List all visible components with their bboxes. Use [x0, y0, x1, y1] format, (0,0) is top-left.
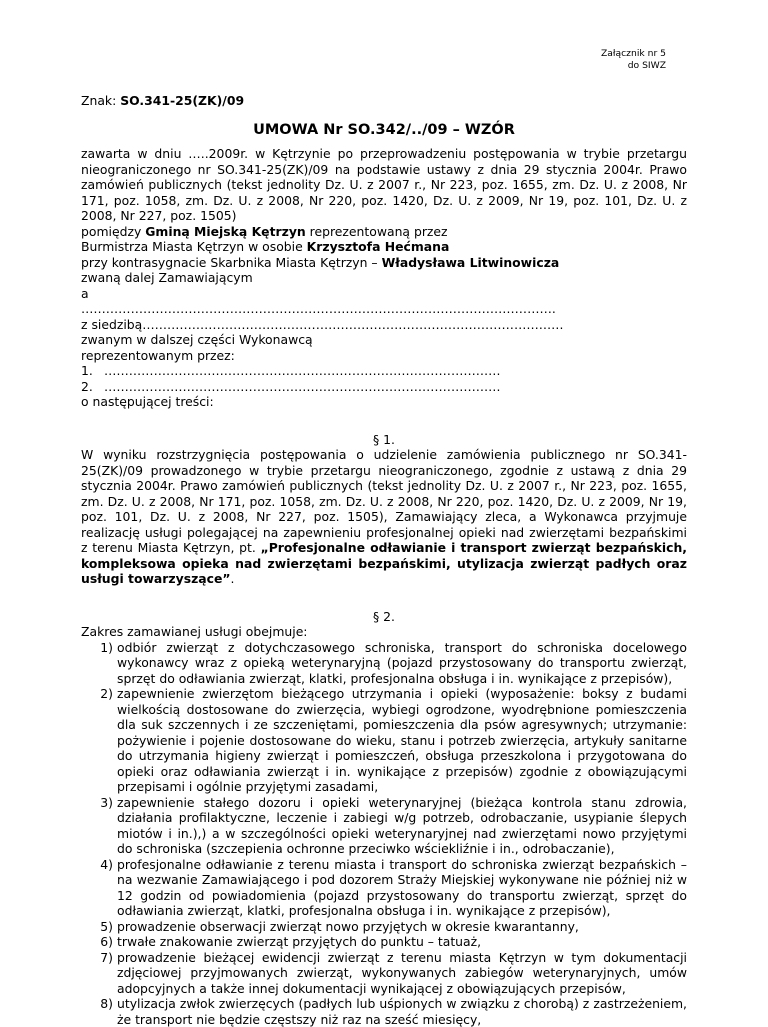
list-item-number: 6) [81, 934, 117, 950]
treasurer-name: Władysława Litwinowicza [382, 255, 560, 270]
list-item-text: trwałe znakowanie zwierząt przyjętych do punktu – tatuaż, [117, 934, 687, 950]
reference-sign [81, 93, 244, 109]
gmina-name: Gminą Miejską Kętrzyn [145, 224, 306, 239]
list-item-number: 3) [81, 795, 117, 857]
mayor-name: Krzysztofa Hećmana [307, 239, 450, 254]
list-item [81, 686, 687, 795]
section-1-end: . [231, 571, 235, 586]
list-item [81, 950, 687, 997]
list-item [81, 857, 687, 919]
mayor-pre: Burmistrza Miasta Kętrzyn w osobie [81, 239, 307, 254]
annex-note [601, 48, 666, 72]
rep1-field: …………………………………………………………………………………… [104, 363, 501, 379]
contract-body [81, 146, 687, 1027]
called-client: zwaną dalej Zamawiającym [81, 270, 687, 286]
and-word: a [81, 286, 687, 302]
contract-title: UMOWA Nr SO.342/../09 – WZÓR [0, 123, 768, 139]
list-item-number: 4) [81, 857, 117, 919]
annex-line-2: do SIWZ [601, 60, 666, 72]
rep2-field: …………………………………………………………………………………… [104, 379, 501, 395]
list-item-number: 8) [81, 996, 117, 1027]
list-item-text: prowadzenie obserwacji zwierząt nowo przyjętych w okresie kwarantanny, [117, 919, 687, 935]
section-1-service-title: „Profesjonalne odławianie i transport zwierząt bezpańskich, kompleksowa opieka nad zwierzętami bezpańskimi, utylizacja zwierząt padłych oraz usługi towarzyszące” [81, 540, 687, 586]
list-item-number: 1) [81, 640, 117, 687]
between-pre: pomiędzy [81, 224, 145, 239]
list-item-text: profesjonalne odławianie z terenu miasta i transport do schroniska zwierząt bezpańskich – na wezwanie Zamawiającego i pod dozorem Straży Miejskiej wykonywane nie później niż w 12 godzin od powiadomienia (pojazd przystosowany do transportu zwierząt, sprzęt do odławiania zwierząt, klatki, profesjonalna obsługa i in. wynikające z przepisów), [117, 857, 687, 919]
list-item-number: 5) [81, 919, 117, 935]
section-1-text: W wyniku rozstrzygnięcia postępowania o udzielenie zamówienia publicznego nr SO.341-25(ZK)/09 prowadzonego w trybie przetargu nieograniczonego, zgodnie z ustawą z dnia 29 stycznia 2004r. Prawo zamówień publicznych (tekst jednolity Dz. U. z 2007 r., Nr 223, poz. 1655, zm. Dz. U. z 2008, Nr 171, poz. 1058, zm. Dz. U. z 2008, Nr 220, poz. 1420, Dz. U. z 2009, Nr 19, poz. 101, Dz. U. z 2008, Nr 227, poz. 1505), Zamawiający zleca, a Wykonawca przyjmuje realizację usługi polegającej na zapewnieniu profesjonalnej opieki nad zwierzętami bezpańskimi z terenu Miasta Kętrzyn, pt. [81, 447, 687, 555]
list-item [81, 996, 687, 1027]
list-item [81, 934, 687, 950]
parties-line-between [81, 224, 687, 240]
list-item-text: zapewnienie stałego dozoru i opieki weterynaryjnej (bieżąca kontrola stanu zdrowia, działania profilaktyczne, leczenie i zabiegi w/g potrzeb, odrobaczanie, usypianie ślepych miotów i in.),) a w szczególności opieki weterynaryjnej nad zwierzętami nowo przyjętymi do schroniska (szczepienia ochronne przeciwko wściekliźnie i in., odrobaczanie), [117, 795, 687, 857]
represented-by: reprezentowanym przez: [81, 348, 687, 364]
parties-line-treasurer [81, 255, 687, 271]
list-item-text: utylizacja zwłok zwierzęcych (padłych lub uśpionych w związku z chorobą) z zastrzeżeniem, że transport nie będzie częstszy niż raz na sześć miesięcy, [117, 996, 687, 1027]
representative-1 [81, 363, 687, 379]
section-2-heading: § 2. [81, 609, 687, 625]
scope-list [81, 640, 687, 1027]
list-item [81, 795, 687, 857]
list-item [81, 919, 687, 935]
treasurer-pre: przy kontrasygnacie Skarbnika Miasta Kętrzyn – [81, 255, 382, 270]
section-1-heading: § 1. [81, 432, 687, 448]
section-1-paragraph [81, 447, 687, 587]
sign-value: SO.341-25(ZK)/09 [120, 93, 244, 108]
list-item-text: zapewnienie zwierzętom bieżącego utrzymania i opieki (wyposażenie: boksy z budami wielkością dostosowane do zwierzęcia, wybiegi ogrodzone, wyodrębnione pomieszczenia dla suk szczennych i ze szczeniętami, pomieszczenia dla psów agresywnych; utrzymanie: pożywienie i pojenie dostosowane do wieku, stanu i potrzeb zwierzęcia, artykuły sanitarne do utrzymania higieny zwierząt i pomieszczeń, obsługa przeszkolona i przygotowana do opieki oraz odławiania zwierząt i in. wynikające z przepisów) zgodnie z obowiązującymi przepisami i ogólnie przyjętymi zasadami, [117, 686, 687, 795]
intro-paragraph: zawarta w dniu .….2009r. w Kętrzynie po przeprowadzeniu postępowania w trybie przetargu nieograniczonego nr SO.341-25(ZK)/09 na podstawie ustawy z dnia 29 stycznia 2004r. Prawo zamówień publicznych (tekst jednolity Dz. U. z 2007 r., Nr 223, poz. 1655, zm. Dz. U. z 2008, Nr 171, poz. 1058, zm. Dz. U. z 2008, Nr 220, poz. 1420, Dz. U. z 2009, Nr 19, poz. 101, Dz. U. z 2008, Nr 227, poz. 1505) [81, 146, 687, 224]
list-item-text: prowadzenie bieżącej ewidencji zwierząt z terenu miasta Kętrzyn w tym dokumentacji zdjęciowej przyjmowanych zwierząt, wykonywanych zabiegów weterynaryjnych, umów adopcyjnych a także innej dokumentacji wynikającej z obowiązujących przepisów, [117, 950, 687, 997]
parties-line-mayor [81, 239, 687, 255]
list-item-text: odbiór zwierząt z dotychczasowego schroniska, transport do schroniska docelowego wykonawcy wraz z opieką weterynaryjną (pojazd przystosowany do transportu zwierząt, sprzęt do odławiania zwierząt, klatki, profesjonalna obsługa i in. wynikające z przepisów), [117, 640, 687, 687]
rep2-number: 2. [81, 379, 104, 395]
sign-label: Znak: [81, 93, 116, 108]
content-follows: o następującej treści: [81, 394, 687, 410]
annex-line-1: Załącznik nr 5 [601, 48, 666, 60]
between-post: reprezentowaną przez [306, 224, 448, 239]
contractor-seat-field: z siedzibą………………………………………………………………………………………… [81, 317, 687, 333]
representative-2 [81, 379, 687, 395]
list-item-number: 2) [81, 686, 117, 795]
list-item-number: 7) [81, 950, 117, 997]
contractor-name-field: ……………………………………………………………………………………………………. [81, 301, 687, 317]
list-item [81, 640, 687, 687]
section-2-intro: Zakres zamawianej usługi obejmuje: [81, 624, 687, 640]
called-contractor: zwanym w dalszej części Wykonawcą [81, 332, 687, 348]
rep1-number: 1. [81, 363, 104, 379]
